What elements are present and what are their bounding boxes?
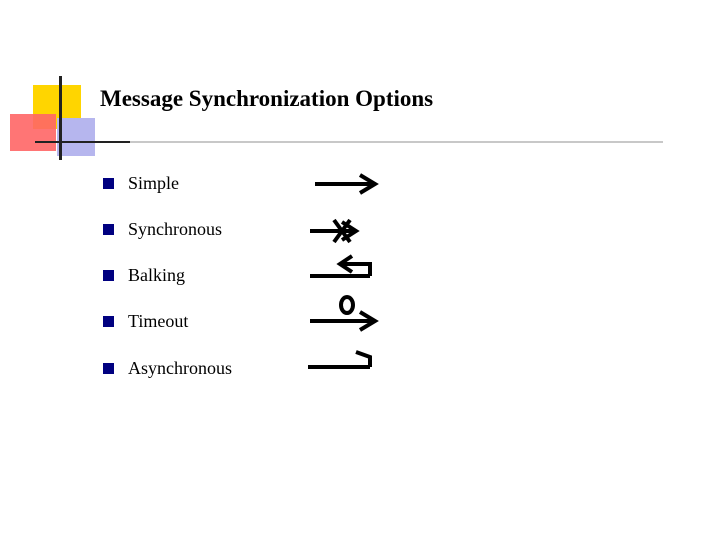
bullet-label: Simple — [128, 173, 180, 193]
timeout-arrow-icon — [310, 297, 375, 330]
square-bullet-icon — [103, 316, 114, 327]
bullet-label: Asynchronous — [128, 358, 232, 378]
bullet-label: Timeout — [128, 311, 189, 331]
decorative-blue-square — [57, 118, 95, 156]
square-bullet-icon — [103, 270, 114, 281]
bullet-label: Synchronous — [128, 219, 222, 239]
decorative-horizontal-line — [35, 141, 130, 143]
square-bullet-icon — [103, 178, 114, 189]
bullet-label: Balking — [128, 265, 185, 285]
arrow-notation-icons — [300, 160, 390, 390]
decorative-red-square — [10, 114, 56, 151]
synchronous-arrow-icon — [310, 220, 356, 242]
balking-arrow-icon — [310, 256, 370, 276]
decorative-vertical-line — [59, 76, 62, 160]
square-bullet-icon — [103, 363, 114, 374]
simple-arrow-icon — [315, 175, 375, 193]
square-bullet-icon — [103, 224, 114, 235]
title-underline — [93, 141, 663, 143]
asynchronous-arrow-icon — [308, 352, 370, 367]
slide-title: Message Synchronization Options — [100, 86, 434, 111]
